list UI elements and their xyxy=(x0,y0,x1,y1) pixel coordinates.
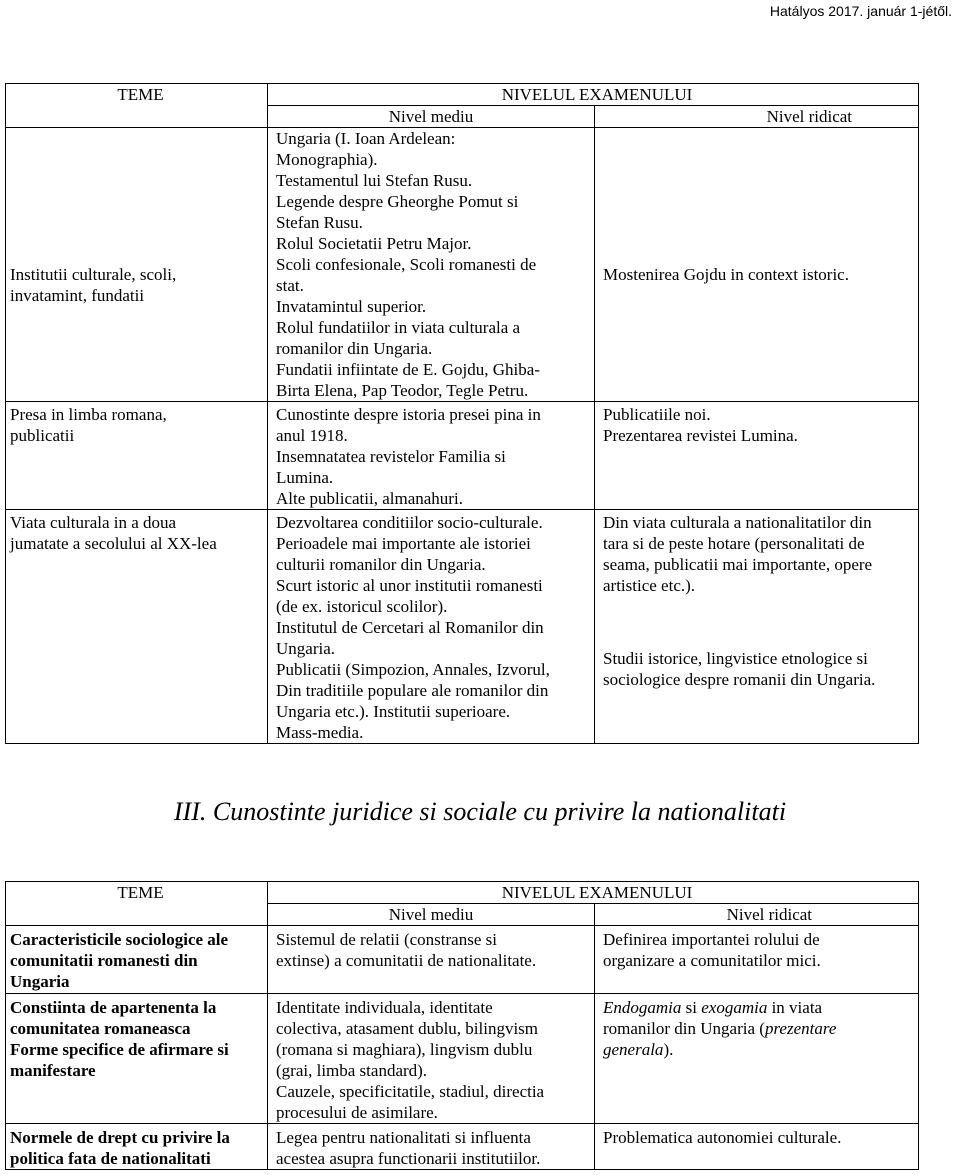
theme-text: comunitatii romanesti din xyxy=(10,951,198,970)
high-level-cell xyxy=(595,926,919,994)
content-line: Rolul Societatii Petru Major. xyxy=(276,234,472,253)
theme-text: Institutii culturale, scoli, xyxy=(10,265,177,284)
medium-level-cell xyxy=(268,128,595,402)
content-line: tara si de peste hotare (personalitati de xyxy=(603,534,865,553)
table-header-themes: TEME xyxy=(6,882,268,926)
table-header-high-level: Nivel ridicat xyxy=(595,904,919,926)
content-line: Monographia). xyxy=(276,150,378,169)
content-line xyxy=(603,1018,918,1039)
table-header-themes: TEME xyxy=(6,84,268,128)
effective-date-note: Hatályos 2017. január 1-jétől. xyxy=(769,3,952,19)
table-row xyxy=(6,510,919,744)
theme-cell xyxy=(6,402,268,510)
content-line: Dezvoltarea conditiilor socio-culturale. xyxy=(276,513,543,532)
theme-cell xyxy=(6,510,268,744)
text-fragment: generala xyxy=(603,1040,664,1059)
term-endogamy: Endogamia xyxy=(603,998,682,1017)
content-line: Publicatii (Simpozion, Annales, Izvorul, xyxy=(276,660,550,679)
content-line: culturii romanilor din Ungaria. xyxy=(276,555,486,574)
content-line: Insemnatatea revistelor Familia si xyxy=(276,447,506,466)
text-fragment: romanilor din Ungaria ( xyxy=(603,1019,765,1038)
text-fragment: prezentare xyxy=(764,1019,837,1038)
exam-table-legal-social xyxy=(5,881,919,1170)
content-line: extinse) a comunitatii de nationalitate. xyxy=(276,951,537,970)
content-line: sociologice despre romanii din Ungaria. xyxy=(603,670,876,689)
theme-cell xyxy=(6,926,268,994)
content-line: (grai, limba standard). xyxy=(276,1061,428,1080)
theme-text: Normele de drept cu privire la xyxy=(10,1128,230,1147)
theme-text: Ungaria xyxy=(10,972,70,991)
medium-level-cell xyxy=(268,1124,595,1170)
content-line: Fundatii infiintate de E. Gojdu, Ghiba- xyxy=(276,360,540,379)
table-header-exam-level: NIVELUL EXAMENULUI xyxy=(268,84,919,106)
content-line: Mostenirea Gojdu in context istoric. xyxy=(603,265,849,284)
theme-cell xyxy=(6,1124,268,1170)
content-line: Din viata culturala a nationalitatilor din xyxy=(603,513,872,532)
content-line: Prezentarea revistei Lumina. xyxy=(603,426,798,445)
term-exogamy: exogamia xyxy=(701,998,768,1017)
content-line: Scoli confesionale, Scoli romanesti de xyxy=(276,255,537,274)
content-line: Lumina. xyxy=(276,468,334,487)
theme-cell xyxy=(6,128,268,402)
medium-level-cell xyxy=(268,402,595,510)
content-line: Invatamintul superior. xyxy=(276,297,427,316)
content-line: stat. xyxy=(276,276,304,295)
content-line: Mass-media. xyxy=(276,723,364,742)
content-line: Sistemul de relatii (constranse si xyxy=(276,930,497,949)
content-line: (romana si maghiara), lingvism dublu xyxy=(276,1040,533,1059)
content-line: romanilor din Ungaria. xyxy=(276,339,433,358)
theme-text: manifestare xyxy=(10,1061,96,1080)
content-line: Cauzele, specificitatile, stadiul, directia xyxy=(276,1082,545,1101)
content-line: artistice etc.). xyxy=(603,576,696,595)
medium-level-cell xyxy=(268,994,595,1124)
content-line: anul 1918. xyxy=(276,426,348,445)
content-line: Identitate individuala, identitate xyxy=(276,998,493,1017)
high-level-cell xyxy=(595,128,919,402)
medium-level-cell xyxy=(268,510,595,744)
content-line: procesului de asimilare. xyxy=(276,1103,438,1122)
table-row xyxy=(6,926,919,994)
content-line xyxy=(603,1039,918,1060)
content-line: Problematica autonomiei culturale. xyxy=(603,1128,842,1147)
content-line: Stefan Rusu. xyxy=(276,213,363,232)
theme-text: Caracteristicile sociologice ale xyxy=(10,930,229,949)
content-line: Rolul fundatiilor in viata culturala a xyxy=(276,318,521,337)
table-row xyxy=(6,402,919,510)
content-line: Ungaria etc.). Institutii superioare. xyxy=(276,702,511,721)
theme-cell xyxy=(6,994,268,1124)
theme-text: invatamint, fundatii xyxy=(10,286,145,305)
content-line: Birta Elena, Pap Teodor, Tegle Petru. xyxy=(276,381,529,400)
content-line: colectiva, atasament dublu, bilingvism xyxy=(276,1019,539,1038)
high-level-cell xyxy=(595,994,919,1124)
text-fragment: in viata xyxy=(767,998,823,1017)
theme-text: politica fata de nationalitati xyxy=(10,1149,211,1168)
theme-text: Constiinta de apartenenta la xyxy=(10,998,217,1017)
content-line: Institutul de Cercetari al Romanilor din xyxy=(276,618,544,637)
text-fragment: si xyxy=(681,998,702,1017)
content-line: Din traditiile populare ale romanilor din xyxy=(276,681,549,700)
theme-text: comunitatea romaneasca xyxy=(10,1019,191,1038)
content-line: Legende despre Gheorghe Pomut si xyxy=(276,192,519,211)
table-header-exam-level: NIVELUL EXAMENULUI xyxy=(268,882,919,904)
content-line: Perioadele mai importante ale istoriei xyxy=(276,534,531,553)
content-line: Definirea importantei rolului de xyxy=(603,930,820,949)
table-row xyxy=(6,994,919,1124)
content-line: (de ex. istoricul scolilor). xyxy=(276,597,448,616)
content-line: organizare a comunitatilor mici. xyxy=(603,951,821,970)
content-line: Ungaria. xyxy=(276,639,336,658)
text-fragment: ). xyxy=(663,1040,674,1059)
content-line: Cunostinte despre istoria presei pina in xyxy=(276,405,541,424)
high-level-cell xyxy=(595,402,919,510)
content-line xyxy=(603,997,918,1018)
high-level-cell xyxy=(595,510,919,744)
table-row xyxy=(6,1124,919,1170)
content-line: Studii istorice, lingvistice etnologice si xyxy=(603,649,868,668)
table-header-medium-level: Nivel mediu xyxy=(268,904,595,926)
content-line: Ungaria (I. Ioan Ardelean: xyxy=(276,129,456,148)
theme-text: Forme specifice de afirmare si xyxy=(10,1040,229,1059)
theme-text: publicatii xyxy=(10,426,75,445)
theme-text: Presa in limba romana, xyxy=(10,405,167,424)
medium-level-cell xyxy=(268,926,595,994)
content-line: Alte publicatii, almanahuri. xyxy=(276,489,463,508)
content-line: Legea pentru nationalitati si influenta xyxy=(276,1128,531,1147)
table-row xyxy=(6,128,919,402)
high-level-cell xyxy=(595,1124,919,1170)
exam-table-culture xyxy=(5,83,919,744)
theme-text: jumatate a secolului al XX-lea xyxy=(10,534,217,553)
content-line: Publicatiile noi. xyxy=(603,405,711,424)
content-line: Testamentul lui Stefan Rusu. xyxy=(276,171,473,190)
table-header-high-level: Nivel ridicat xyxy=(595,106,919,128)
theme-text: Viata culturala in a doua xyxy=(10,513,177,532)
table-header-medium-level: Nivel mediu xyxy=(268,106,595,128)
content-line: Scurt istoric al unor institutii romanesti xyxy=(276,576,543,595)
section-title: III. Cunostinte juridice si sociale cu privire la nationalitati xyxy=(173,797,787,826)
content-line: seama, publicatii mai importante, opere xyxy=(603,555,873,574)
content-line: acestea asupra functionarii institutiilor. xyxy=(276,1149,541,1168)
